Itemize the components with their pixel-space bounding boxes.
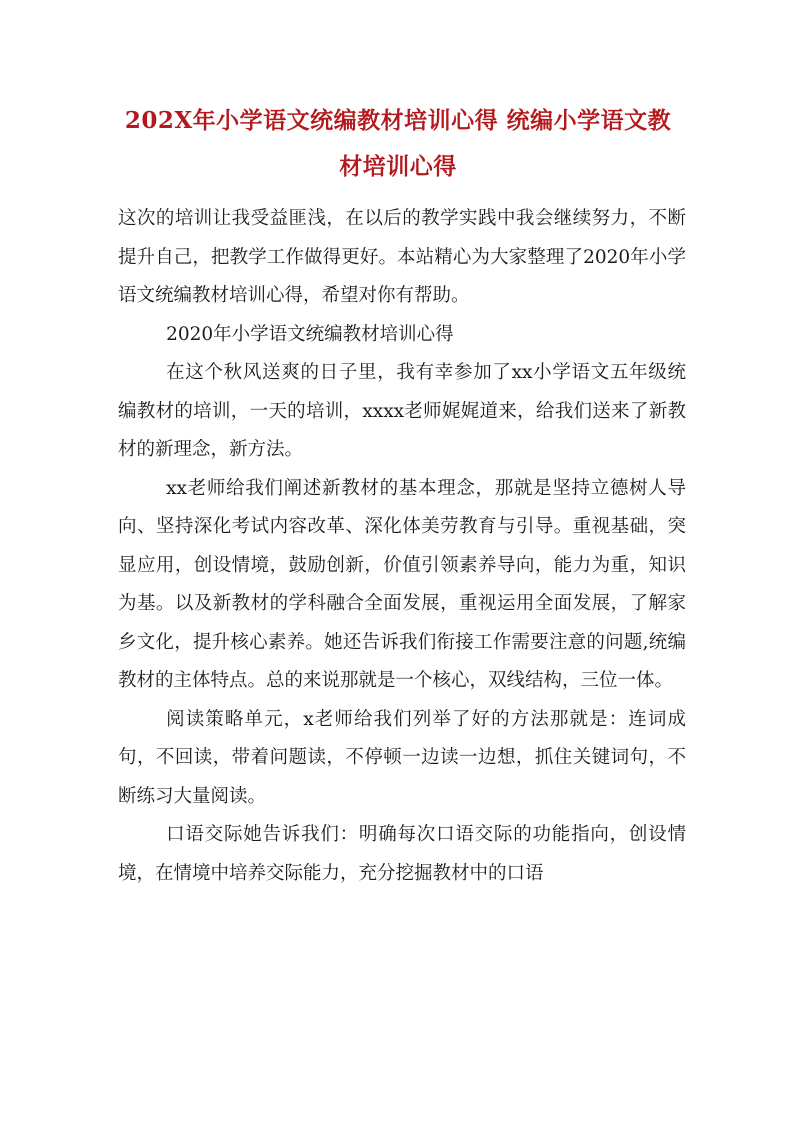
section-heading: 2020年小学语文统编教材培训心得 xyxy=(166,323,454,345)
body-paragraph: 在这个秋风送爽的日子里，我有幸参加了xx小学语文五年级统编教材的培训，一天的培训，xxxx老师娓娓道来，给我们送来了新教材的新理念，新方法。 xyxy=(118,362,686,460)
document-body xyxy=(118,200,686,893)
body-paragraph: 阅读策略单元，x老师给我们列举了好的方法那就是：连词成句，不回读，带着问题读，不停顿一边读一边想，抓住关键词句，不断练习大量阅读。 xyxy=(118,708,686,807)
body-paragraph: xx老师给我们阐述新教材的基本理念，那就是坚持立德树人导向、坚持深化考试内容改革、深化体美劳教育与引导。重视基础，突显应用，创设情境，鼓励创新，价值引领素养导向，能力为重，知识为基。以及新教材的学科融合全面发展，重视运用全面发展，了解家乡文化，提升核心素养。她还告诉我们衔接工作需要注意的问题,统编教材的主体特点。总的来说那就是一个核心，双线结构，三位一体。 xyxy=(118,477,686,691)
intro-paragraph: 这次的培训让我受益匪浅，在以后的教学实践中我会继续努力，不断提升自己，把教学工作做得更好。本站精心为大家整理了2020年小学语文统编教材培训心得，希望对你有帮助。 xyxy=(118,208,686,306)
body-paragraph: 口语交际她告诉我们：明确每次口语交际的功能指向，创设情境，在情境中培养交际能力，充分挖掘教材中的口语 xyxy=(118,824,686,884)
document-title: 202X年小学语文统编教材培训心得 统编小学语文教材培训心得 xyxy=(124,107,672,180)
